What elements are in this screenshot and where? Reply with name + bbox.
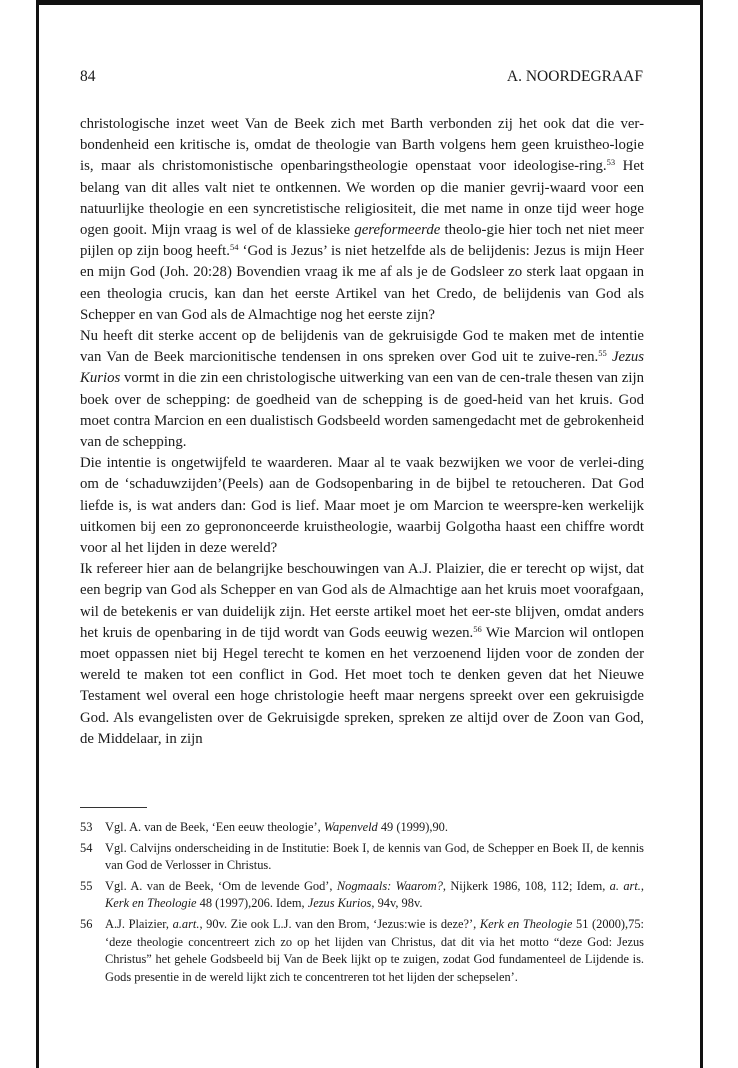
text-run: Vgl. Calvijns onderscheiding in de Institutie: Boek I, de kennis van God, de Schepper en Boek II, de kennis van God de Verlosser in Christus. bbox=[105, 840, 644, 873]
footnote-number: 56 bbox=[80, 916, 93, 931]
footnote-ref: 56 bbox=[473, 623, 482, 634]
italic-text: Jezus Kurios bbox=[307, 896, 372, 911]
text-run: Die intentie is ongetwijfeld te waarderen. Maar al te vaak bezwijken we voor de verlei-ding om de ‘schaduwzijden’(Peels) aan de Godsopenbaring in de bijbel te retoucheren. Dat God liefde is, is wat anders dan: God is lief. Maar moet je om Marcion te weerspre-ken werkelijk uitkomen bij een zo geprononceerde kruistheologie, waarbij Golgotha haast een chiffre wordt voor al het lijden in deze wereld? bbox=[80, 455, 644, 557]
footnote bbox=[80, 916, 644, 986]
footnote-number: 54 bbox=[80, 840, 93, 855]
text-run: Ik refereer hier aan de belangrijke beschouwingen van A.J. Plaizier, die er terecht op wijst, dat een begrip van God als Schepper en van God als de Almachtige aan het kruis moet voorafgaan, wil de betekenis er van duidelijk zijn. Het eerste artikel moet het eer-ste blijven, omdat anders het kruis de openbaring in de tijd wordt van Gods eeuwig wezen. bbox=[80, 561, 644, 641]
running-head bbox=[80, 68, 643, 86]
footnote bbox=[80, 819, 644, 837]
text-run: 48 (1997),206. Idem, bbox=[196, 896, 308, 911]
footnote-ref: 53 bbox=[606, 157, 616, 168]
text-run: christologische inzet weet Van de Beek zich met Barth verbonden zij het ook dat die ver-bondenheid een kritische is, omdat de theologie van Barth volgens hem geen kruistheo-logie is, maar als christomonistische openbaringstheologie openstaat voor ideologise-ring. bbox=[80, 116, 644, 175]
text-run: ‘God is Jezus’ is niet hetzelfde als de belijdenis: Jezus is mijn Heer en mijn God (Joh. 20:28) Bovendien vraag ik me af als je de Godsleer zo sterk laat opgaan in een theologia crucis, kan dan het eerste Artikel van het Credo, de belijdenis van God als Schepper en van God als de Almachtige nog het eerste zijn? bbox=[80, 243, 644, 323]
text-run: theolo-gie hier toch net niet meer pijlen op zijn boog heeft. bbox=[80, 222, 644, 260]
paragraph bbox=[80, 453, 644, 559]
italic-text: Kerk en Theologie bbox=[479, 916, 573, 931]
running-head-author: A. NOORDEGRAAF bbox=[506, 68, 643, 85]
body-text bbox=[80, 114, 644, 750]
footnote-text bbox=[105, 819, 644, 837]
paragraph bbox=[80, 559, 644, 750]
footnotes bbox=[80, 819, 644, 989]
footnote bbox=[80, 840, 644, 875]
italic-text: Jezus Kurios bbox=[80, 349, 644, 387]
footnote-ref: 55 bbox=[598, 348, 607, 359]
italic-text: a. art. bbox=[609, 878, 641, 893]
text-run: vormt in die zin een christologische uitwerking van een van de cen-trale thesen van zijn boek over de schepping: de goedheid van de schepping is de goed-heid van het kruis. God moet contra Marcion en een dualistisch Godsbeeld worden samengedacht met de gebrokenheid van de schepping. bbox=[80, 370, 644, 451]
paragraph bbox=[80, 114, 644, 326]
page-number: 84 bbox=[80, 68, 96, 85]
text-run: Nu heeft dit sterke accent op de belijdenis van de gekruisigde God te maken met de intentie van Van de Beek marcionitische tendensen in ons spreken over God uit te zuive-ren. bbox=[80, 328, 644, 366]
text-run: 51 (2000),75: ‘deze theologie concentreert zich zo op het lijden van Christus, dat dit via het motto “deze God: Jezus Christus” het gehele Godsbeeld bij Van de Beek lijkt op te zuigen, zodat God fundamenteel de Lijdende is. Gods presentie in de wereld lijkt zich te concentreren tot het lijden der schepselen’. bbox=[105, 916, 644, 984]
scan-border-top bbox=[36, 0, 703, 5]
scan-border-right bbox=[700, 0, 703, 1068]
italic-text: gereformeerde bbox=[354, 222, 441, 239]
text-run: Wie Marcion wil ontlopen moet oppassen niet bij Hegel terecht te komen en het verzoenend lijden voor de zonden der wereld te maken tot een conflict in God. Het moet toch te denken geven dat het Nieuwe Testament wel overal een hoge christologie heeft maar nergens spreekt over een gekruisigde God. Als evangelisten over de Gekruisigde spreken, spreken ze altijd over de Zoon van God, de Middelaar, in zijn bbox=[80, 624, 644, 747]
footnote-number: 55 bbox=[80, 878, 93, 893]
text-run: Vgl. A. van de Beek, ‘Een eeuw theologie’, bbox=[105, 820, 324, 834]
italic-text: Wapenveld bbox=[323, 820, 378, 834]
text-run: A.J. Plaizier, bbox=[105, 916, 173, 931]
italic-text: a.art. bbox=[172, 916, 200, 931]
text-run: Vgl. A. van de Beek, ‘Om de levende God’, bbox=[105, 878, 337, 893]
text-run: , 90v. Zie ook L.J. van den Brom, ‘Jezus:wie is deze?’, bbox=[199, 916, 480, 931]
footnote-ref: 54 bbox=[229, 242, 239, 253]
text-run: , Nijkerk 1986, 108, 112; Idem, bbox=[442, 878, 610, 893]
italic-text: Nogmaals: Waarom? bbox=[336, 878, 443, 893]
text-run: Het belang van dit alles valt niet te ontkennen. We worden op die manier gevrij-waard voor een natuurlijke theologie en een syncretistische religiositeit, die met name in onze tijd weer hoge ogen gooit. Mijn vraag is wel of de klassieke bbox=[80, 158, 644, 239]
footnote-text bbox=[105, 916, 644, 986]
footnote bbox=[80, 878, 644, 913]
text-run: , 94v, 98v. bbox=[371, 896, 423, 911]
paragraph bbox=[80, 326, 644, 453]
footnote-number: 53 bbox=[80, 820, 93, 834]
footnote-text bbox=[105, 878, 644, 913]
scan-border-left bbox=[36, 0, 39, 1068]
italic-text: Kerk en Theologie bbox=[105, 896, 197, 911]
text-run: , bbox=[640, 878, 644, 893]
text-run: 49 (1999),90. bbox=[377, 820, 448, 834]
footnote-text bbox=[105, 840, 644, 875]
footnote-separator bbox=[80, 807, 147, 808]
